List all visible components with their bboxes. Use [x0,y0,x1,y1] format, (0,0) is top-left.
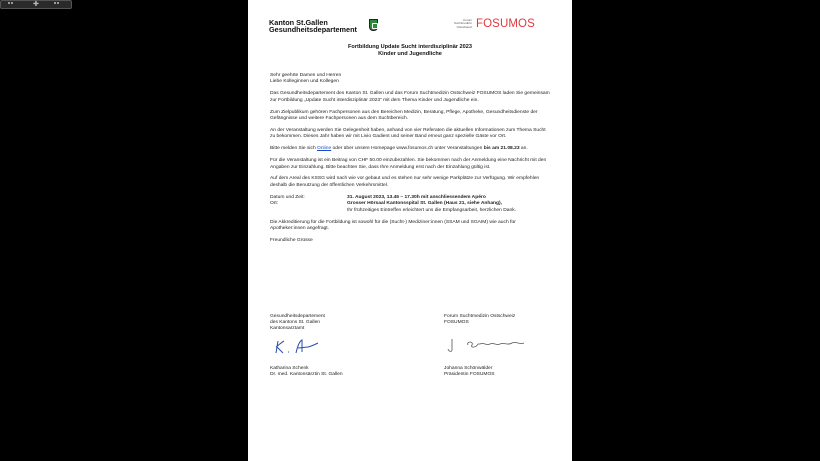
date-label: Datum und Zeit: [270,194,305,200]
place-note: Ihr frühzeitiges Eintreffen erleichtert uns die Empfangsarbeit, herzlichen Dank. [347,207,516,213]
registration-text-mid: oder über unsere Homepage www.fosumos.ch unter Veranstaltungen [331,146,484,152]
title-line-2: Kinder und Jugendliche [378,51,442,58]
left-signatory-org: Gesundheitsdepartement des Kantons St. Gallen Kantonsarztamt [270,314,325,332]
canton-crest-icon [369,19,378,31]
title-line-1: Fortbildung Update Sucht interdisziplinär 2023 [347,44,472,50]
move-icon[interactable]: ✚ [33,1,39,8]
left-signatory-title: Dr. med. Kantonsärztin St. Gallen [270,372,343,378]
left-signature-image [272,338,324,358]
right-signatory-title: Präsidentin FOSUMOS [444,372,495,378]
letter-body [270,73,550,250]
registration-deadline: bis am 21.08.23 [483,146,520,152]
registration-text-pre: Bitte melden Sie sich [270,146,318,152]
greeting [270,73,550,86]
document-page [248,0,572,461]
right-signatory-name: Johanna Schönwälder [444,366,493,371]
greeting-line-2: Liebe Kolleginnen und Kollegen [270,79,339,85]
place-label: Ort: [270,201,279,207]
right-signatory-org: Forum Suchtmedizin Ostschweiz FOSUMOS [444,314,516,326]
right-signature-image [446,336,530,354]
registration-text-post: an. [519,146,528,152]
thumbnails-icon[interactable] [8,2,18,7]
place-value: Grosser Hörsaal Kantonsspital St. Gallen (Haus 21, siehe Anhang), Ihr frühzeitiges Eintreffen erleichtert uns die Empfangsarbeit, herzlichen Dank. [347,201,516,213]
org-line-2: Gesundheitsdepartement [269,25,357,35]
paragraph-audience: Zum Zielpublikum gehören Fachpersonen aus den Bereichen Medizin, Beratung, Pflege, Apotheke, Gesundheitsdienste der Gefängnisse und weitere Fachpersonen aus dem Suchtbereich. [270,109,538,122]
paragraph-parking: Auf dem Areal des KSSG wird nach wie vor gebaut und es stehen nur sehr wenige Parkplätze zur Verfügung. Wir empfehlen deshalb die Benutzung der öffentlichen Verkehrsmittel. [270,176,540,188]
paragraph-registration [270,146,550,152]
left-signatory-name: Katharina Schenk [270,366,309,371]
right-signatory [444,366,495,378]
date-value: 31. August 2023, 13.45 – 17.30h mit anschliessendem Apéro [347,194,486,200]
greeting-line-1: Sehr geehrte Damen und Herren [270,73,342,78]
org-line-1: Kanton St.Gallen [269,18,328,27]
paragraph-program: An der Veranstaltung werden Sie Gelegenheit haben, anhand von vier Referaten die aktuellen Informationen zum Thema Sucht zu bekommen. Dieses Jahr haben wir mit Livio Gadient und seiner Band erneut ganz spezielle Gäste vor Ort. [270,127,546,140]
grid-icon[interactable] [54,2,64,7]
org-header [269,19,357,34]
closing: Freundliche Grüsse [270,237,313,243]
paragraph-fee: Für die Veranstaltung ist ein Beitrag von CHF 50.00 einzubezahlen. Sie bekommen nach der Anmeldung eine Nachricht mit den Angaben zur Einzahlung. Bitte beachten Sie, dass Ihre Anmeldung erst nach der Einzahlung gültig ist. [270,158,547,170]
left-signatory [270,366,343,378]
viewer-toolbar [0,0,72,9]
place-row [270,201,550,214]
fosumos-logo: FOSUMOS [476,18,535,30]
online-link[interactable]: Online [317,146,332,152]
fosumos-logo-subtext: Forum Suchtmedizin Ostschweiz [453,18,472,29]
paragraph-intro: Das Gesundheitsdepartement des Kanton St. Gallen und das Forum Suchtmedizin Ostschweiz FOSUMOS laden Sie gemeinsam zur Fortbildung „Update Sucht interdisziplinär 2023“ mit dem Thema Kinder und Jugendliche ein. [270,91,550,103]
document-title [248,44,572,59]
paragraph-accreditation: Die Akkreditierung für die Fortbildung ist sowohl für die (Sucht-) Mediziner:innen (SSAM und SGAIM) wie auch für Apotheker:innen angefragt. [270,219,516,231]
